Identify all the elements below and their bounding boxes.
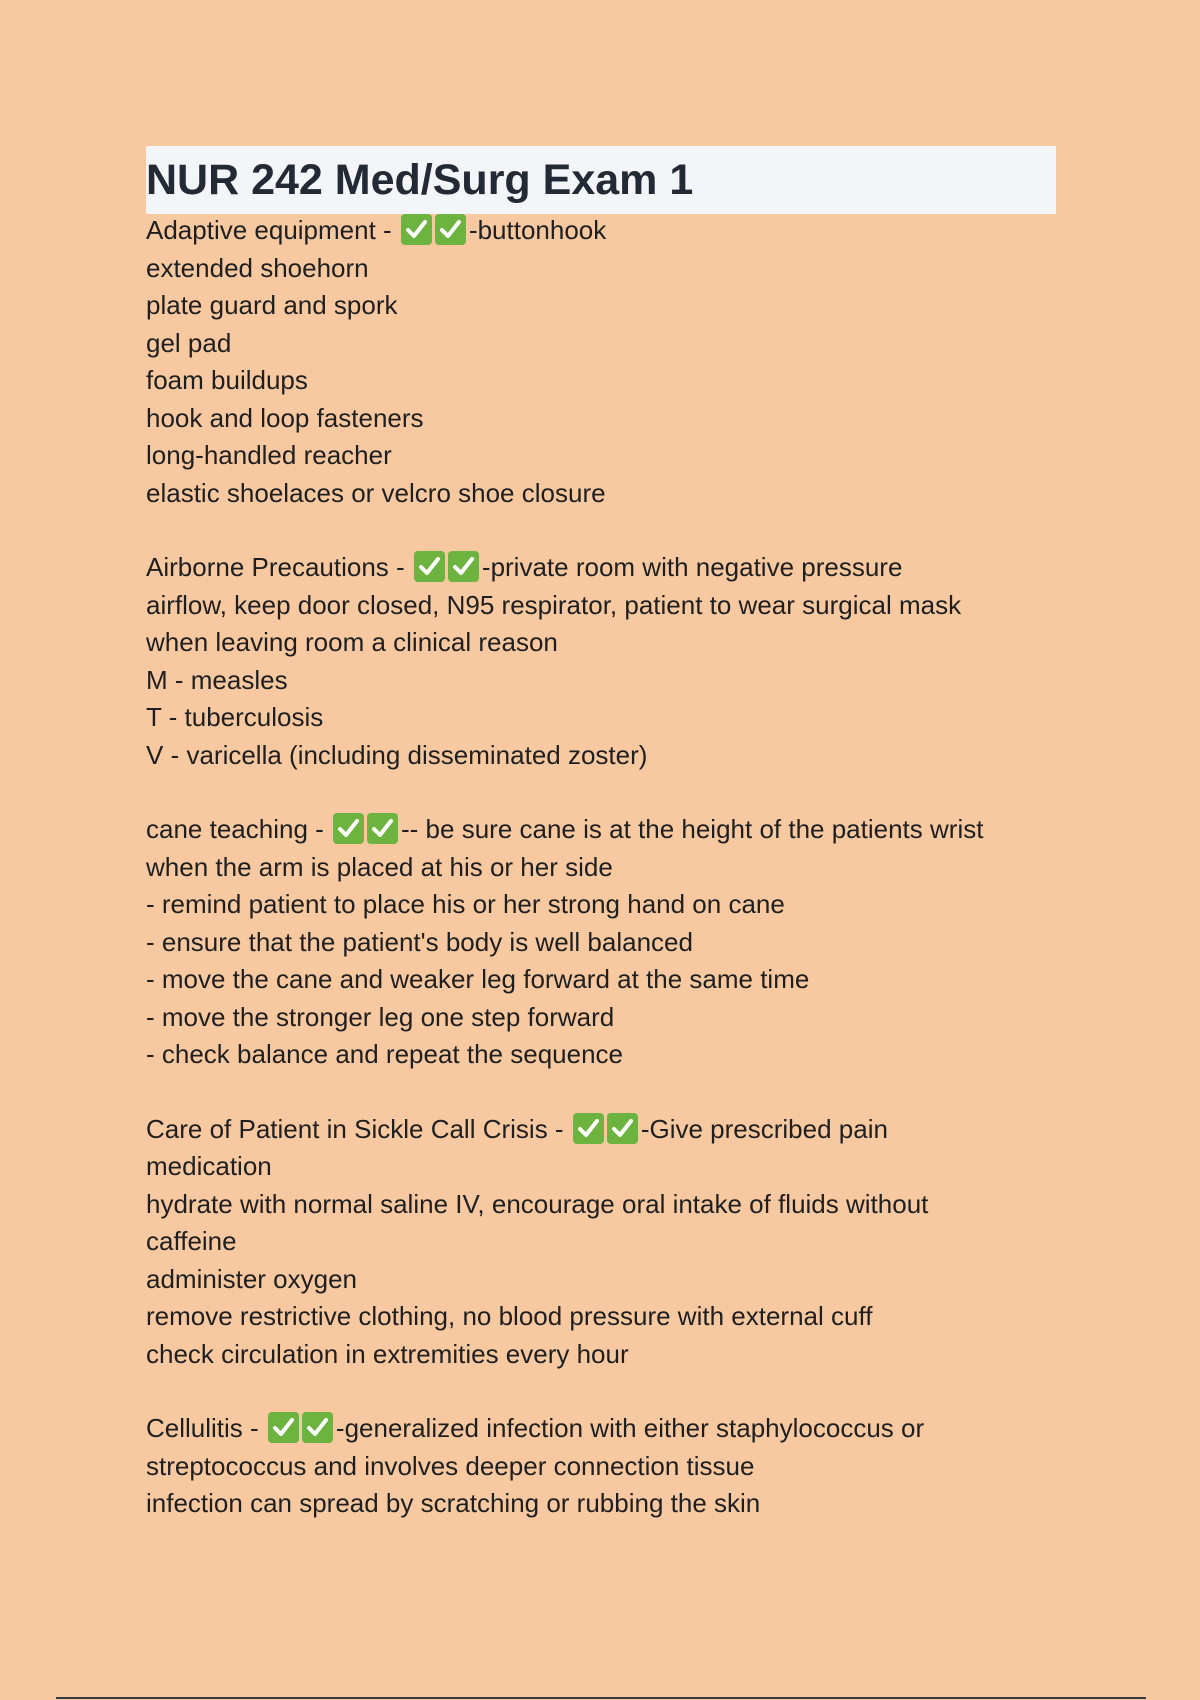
flashcard-line: foam buildups: [146, 365, 308, 395]
flashcard-line: remove restrictive clothing, no blood pressure with external cuff: [146, 1301, 873, 1331]
title-banner: [146, 146, 1056, 214]
flashcard-first-line: [146, 1111, 1106, 1149]
flashcard-line: long-handled reacher: [146, 440, 392, 470]
flashcard-term: cane teaching -: [146, 814, 332, 844]
flashcard-line: T - tuberculosis: [146, 702, 324, 732]
check-icon: [302, 1412, 333, 1443]
flashcard-airborne-precautions: [146, 549, 1106, 774]
flashcard-line: hydrate with normal saline IV, encourage oral intake of fluids without: [146, 1188, 929, 1219]
check-icon: [414, 551, 445, 582]
check-icon: [268, 1412, 299, 1443]
flashcard-term: Airborne Precautions -: [146, 552, 412, 582]
flashcard-answer-start: -- be sure cane is at the height of the patients wrist: [401, 814, 984, 844]
check-marks: [268, 1410, 336, 1448]
flashcard-line: medication: [146, 1151, 272, 1181]
check-icon: [367, 813, 398, 844]
flashcard-term: Care of Patient in Sickle Call Crisis -: [146, 1113, 571, 1144]
flashcard-line: administer oxygen: [146, 1263, 357, 1294]
flashcard-cane-teaching: [146, 811, 1106, 1074]
check-icon: [333, 813, 364, 844]
check-marks: [414, 549, 482, 587]
flashcard-first-line: [146, 212, 1106, 250]
flashcard-cellulitis: [146, 1410, 1106, 1523]
flashcard-line: extended shoehorn: [146, 252, 369, 283]
flashcard-line: M - measles: [146, 664, 288, 695]
flashcard-answer-start: -generalized infection with either staphylococcus or: [335, 1413, 925, 1443]
flashcard-line: - remind patient to place his or her strong hand on cane: [146, 889, 785, 919]
check-marks: [401, 212, 469, 250]
page-title: NUR 242 Med/Surg Exam 1: [146, 156, 694, 204]
flashcard-line: gel pad: [146, 327, 232, 358]
flashcard-answer-start: -private room with negative pressure: [481, 552, 903, 582]
check-icon: [435, 214, 466, 245]
check-marks: [333, 811, 401, 849]
flashcard-term: Adaptive equipment -: [146, 215, 399, 245]
flashcard-line: caffeine: [146, 1226, 237, 1256]
flashcard-line: check circulation in extremities every hour: [146, 1338, 629, 1369]
check-marks: [573, 1111, 641, 1149]
flashcard-line: when the arm is placed at his or her side: [146, 851, 613, 882]
flashcard-line: streptococcus and involves deeper connection tissue: [146, 1450, 755, 1481]
flashcard-first-line: [146, 1410, 1106, 1448]
flashcard-term: Cellulitis -: [146, 1413, 266, 1443]
check-icon: [607, 1113, 638, 1144]
flashcard-line: infection can spread by scratching or rubbing the skin: [146, 1488, 761, 1518]
check-icon: [573, 1113, 604, 1144]
flashcard-first-line: [146, 811, 1106, 849]
flashcard-line: - move the cane and weaker leg forward at the same time: [146, 964, 810, 994]
flashcard-sickle-cell-crisis: [146, 1111, 1106, 1374]
flashcard-line: V - varicella (including disseminated zoster): [146, 739, 648, 770]
flashcard-line: - check balance and repeat the sequence: [146, 1039, 624, 1069]
check-icon: [401, 214, 432, 245]
flashcard-first-line: [146, 549, 1106, 587]
page-divider: [56, 1697, 1146, 1699]
flashcard-line: hook and loop fasteners: [146, 402, 424, 433]
flashcard-line: when leaving room a clinical reason: [146, 627, 558, 657]
flashcard-line: airflow, keep door closed, N95 respirator, patient to wear surgical mask: [146, 589, 962, 620]
flashcard-line: - move the stronger leg one step forward: [146, 1001, 615, 1032]
flashcard-line: - ensure that the patient's body is well balanced: [146, 926, 693, 957]
check-icon: [448, 551, 479, 582]
flashcard-line: plate guard and spork: [146, 290, 398, 320]
flashcard-adaptive-equipment: [146, 212, 1106, 512]
flashcard-list: [146, 212, 1106, 1560]
flashcard-line: elastic shoelaces or velcro shoe closure: [146, 477, 606, 508]
flashcard-answer-start: -buttonhook: [468, 215, 607, 245]
flashcard-answer-start: -Give prescribed pain: [640, 1113, 888, 1144]
